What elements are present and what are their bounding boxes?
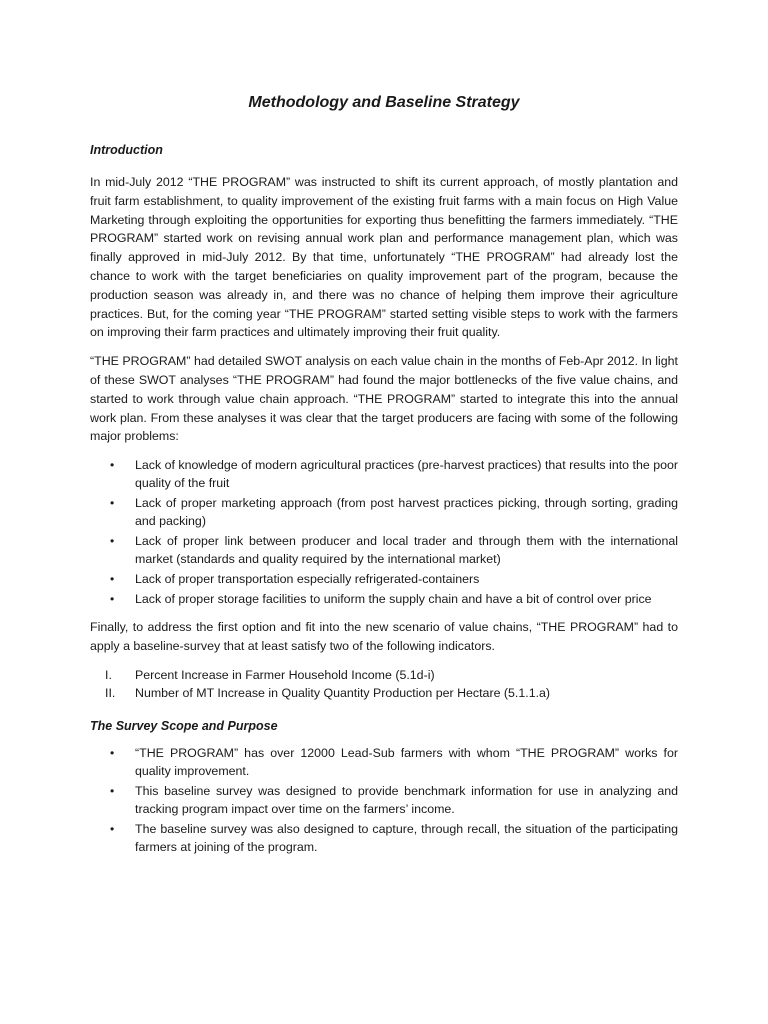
list-item — [90, 820, 678, 856]
bullet-icon: • — [110, 572, 115, 587]
bullet-icon: • — [110, 783, 115, 798]
page-title: Methodology and Baseline Strategy — [248, 94, 520, 111]
list-item-text: This baseline survey was designed to provide benchmark information for use in analyzing and tracking program impact over time on the farmers’ income. — [135, 783, 678, 816]
list-item-text: Number of MT Increase in Quality Quantity Production per Hectare (5.1.1.a) — [135, 685, 551, 700]
list-item-number: II. — [105, 685, 116, 700]
list-item-text: Lack of proper marketing approach (from post harvest practices picking, through sorting, grading and packing) — [135, 496, 678, 529]
list-item — [90, 456, 678, 492]
list-item-text: Lack of proper storage facilities to uniform the supply chain and have a bit of control over price — [135, 592, 652, 607]
intro-paragraph-2: “THE PROGRAM” had detailed SWOT analysis on each value chain in the months of Feb-Apr 2012. In light of these SWOT analyses “THE PROGRAM” had found the major bottlenecks of the five value chains, and started to work through value chain approach. “THE PROGRAM” started to integrate this into the annual work plan. From these analyses it was clear that the target producers are facing with some of the following major problems: — [90, 354, 678, 444]
section-heading-introduction: Introduction — [90, 143, 163, 157]
scope-list — [90, 744, 678, 856]
intro-paragraph-1: In mid-July 2012 “THE PROGRAM” was instructed to shift its current approach, of mostly plantation and fruit farm establishment, to quality improvement of the existing fruit farms with a main focus on High Value Marketing through exploiting the opportunities for exporting thus benefitting the farmers immediately. “THE PROGRAM” started work on revising annual work plan and performance management plan, which was finally approved in mid-July 2012. By that time, unfortunately “THE PROGRAM” had already lost the chance to work with the target beneficiaries on quality improvement part of the program, because the production season was already in, and there was no chance of helping them improve their agriculture practices. But, for the coming year “THE PROGRAM” started setting visible steps to work with the farmers on improving their farm practices and ultimately improving their fruit quality. — [90, 175, 678, 340]
list-item — [90, 570, 678, 588]
bullet-icon: • — [110, 821, 115, 836]
list-item — [90, 666, 678, 684]
list-item — [90, 684, 678, 702]
list-item-text: Lack of proper link between producer and local trader and through them with the international market (standards and quality required by the international market) — [135, 534, 678, 567]
list-item-text: Lack of knowledge of modern agricultural practices (pre-harvest practices) that results into the poor quality of the fruit — [135, 458, 678, 491]
bullet-icon: • — [110, 745, 115, 760]
list-item-text: Percent Increase in Farmer Household Income (5.1d-i) — [135, 667, 435, 682]
bullet-icon: • — [110, 496, 115, 511]
list-item — [90, 744, 678, 780]
list-item — [90, 782, 678, 818]
list-item — [90, 590, 678, 608]
list-item — [90, 494, 678, 530]
document-page — [90, 0, 678, 858]
problems-list — [90, 456, 678, 608]
list-item — [90, 532, 678, 568]
bullet-icon: • — [110, 592, 115, 607]
bullet-icon: • — [110, 458, 115, 473]
closing-paragraph: Finally, to address the first option and fit into the new scenario of value chains, “THE PROGRAM” had to apply a baseline-survey that at least satisfy two of the following indicators. — [90, 620, 678, 653]
section-heading-survey-scope: The Survey Scope and Purpose — [90, 718, 278, 733]
list-item-text: Lack of proper transportation especially refrigerated-containers — [135, 572, 480, 587]
list-item-text: “THE PROGRAM” has over 12000 Lead-Sub farmers with whom “THE PROGRAM” works for quality improvement. — [135, 745, 678, 778]
indicators-list — [90, 666, 678, 702]
bullet-icon: • — [110, 534, 115, 549]
list-item-number: I. — [105, 667, 112, 682]
list-item-text: The baseline survey was also designed to capture, through recall, the situation of the participating farmers at joining of the program. — [135, 821, 678, 854]
